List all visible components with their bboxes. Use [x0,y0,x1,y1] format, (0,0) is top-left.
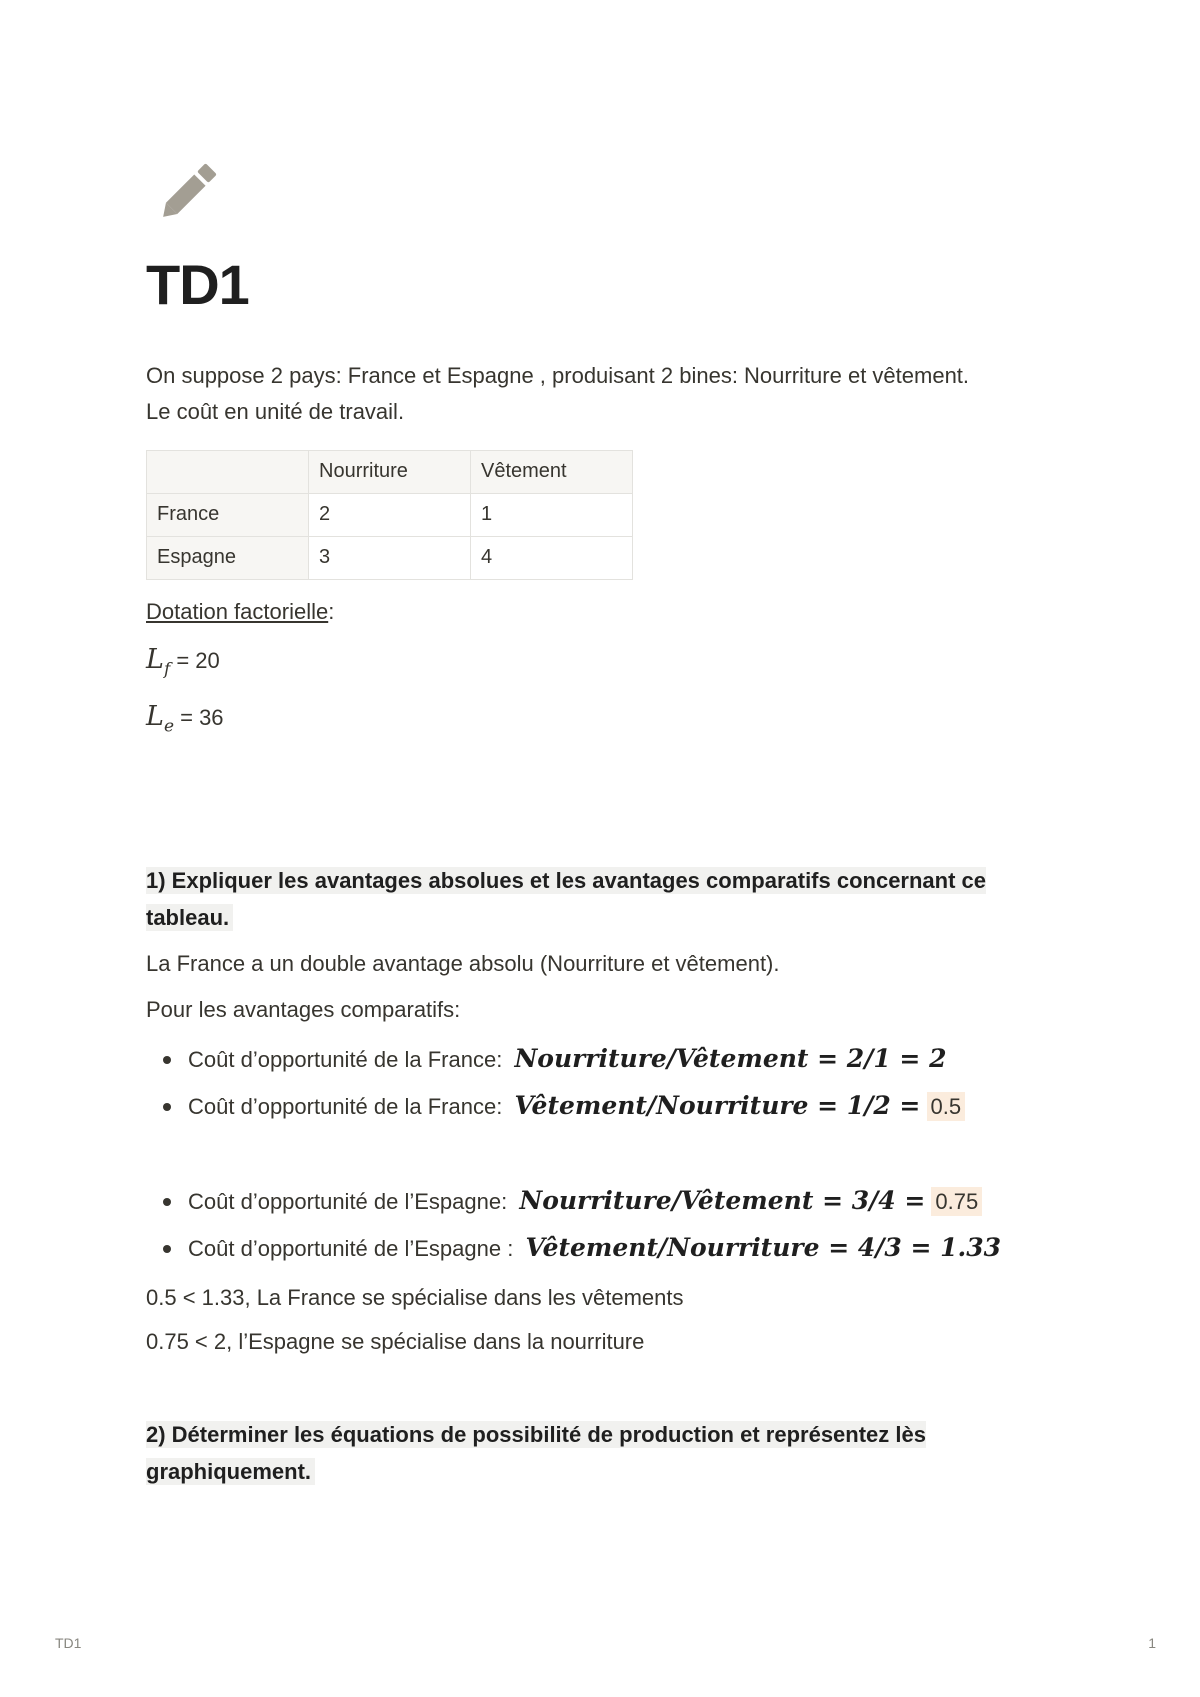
question-2-text: 2) Déterminer les équations de possibilité de production et représentez lès graphiquement. [146,1422,926,1485]
table-cell: 3 [309,536,471,579]
answer-comparative-intro: Pour les avantages comparatifs: [146,997,461,1023]
highlighted-value: 0.5 [927,1092,966,1121]
le-value: = 36 [174,704,224,730]
answer-absolute: La France a un double avantage absolu (Nourriture et vêtement). [146,951,780,977]
bullet-equation: Nourriture/Vêtement = 2/1 = 2 [514,1044,947,1074]
table-cell: 2 [309,493,471,536]
table-header-row [147,450,633,493]
intro-text [146,358,1066,430]
intro-line-1: On suppose 2 pays: France et Espagne , produisant 2 bines: Nourriture et vêtement. [146,362,970,388]
pencil-icon [150,150,230,230]
footer-page-number: 1 [1148,1635,1156,1651]
labor-espagne [146,699,1066,744]
page-title: TD1 [146,253,249,316]
table-row [147,493,633,536]
list-item [146,1225,1066,1272]
bullet-text: Coût d’opportunité de la France: [188,1047,503,1073]
table-row-header: France [147,493,309,536]
footer-doc-name: TD1 [55,1635,82,1651]
bullets-espagne [146,1178,1066,1272]
bullet-text: Coût d’opportunité de l’Espagne : [188,1236,514,1262]
question-2 [146,1416,1066,1490]
bullets-france [146,1036,1066,1130]
table-header-cell: Nourriture [309,450,471,493]
bullet-text: Coût d’opportunité de l’Espagne: [188,1189,514,1215]
dotation-colon: : [328,598,335,624]
bullet-equation: Nourriture/Vêtement = 3/4 = [519,1186,926,1216]
list-item [146,1178,1066,1225]
question-1 [146,862,1066,936]
le-symbol: $L_e$ [146,700,174,737]
list-item [146,1036,1066,1083]
table-row-header: Espagne [147,536,309,579]
list-item [146,1083,1066,1130]
bullet-text: Coût d’opportunité de la France: [188,1094,503,1120]
table-row [147,536,633,579]
intro-line-2: Le coût en unité de travail. [146,398,405,424]
table-cell: 1 [471,493,633,536]
cost-table [146,450,633,580]
highlighted-value: 0.75 [931,1187,982,1216]
conclusion-espagne: 0.75 < 2, l’Espagne se spécialise dans la nourriture [146,1329,645,1355]
document-page [146,150,1066,1490]
conclusion-france: 0.5 < 1.33, La France se spécialise dans les vêtements [146,1285,684,1311]
labor-france [146,642,1066,687]
bullet-equation: Vêtement/Nourriture = 4/3 = 1.33 [525,1233,1002,1263]
table-header-cell: Vêtement [471,450,633,493]
dotation-label: Dotation factorielle [146,598,329,624]
lf-symbol: $L_f$ [146,643,171,679]
table-cell: 4 [471,536,633,579]
question-1-text: 1) Expliquer les avantages absolues et les avantages comparatifs concernant ce tableau. [146,868,987,931]
dotation-heading [146,594,1066,630]
lf-value: = 20 [170,647,220,673]
bullet-equation: Vêtement/Nourriture = 1/2 = [514,1091,921,1121]
table-header-cell [147,450,309,493]
